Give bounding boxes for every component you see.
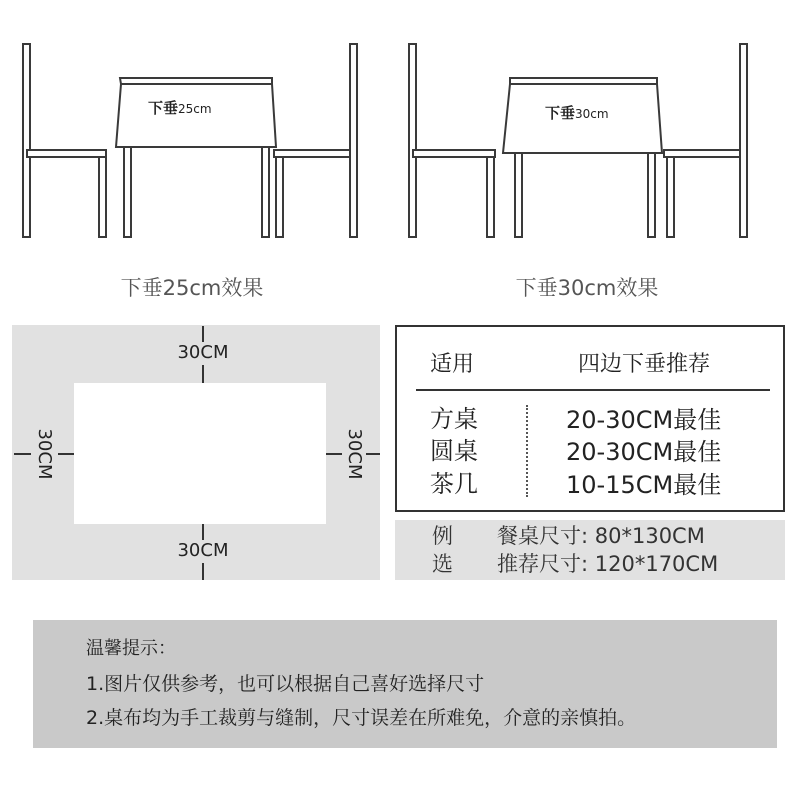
- dimension-line-right: [326, 453, 342, 455]
- dimension-line-top: [202, 365, 204, 383]
- right-chair-leg: [667, 157, 674, 237]
- left-chair-back: [23, 44, 30, 237]
- row-drop-value: 20-30CM最佳: [566, 406, 722, 434]
- dimension-line-bottom: [202, 524, 204, 540]
- row-table-type: 茶几: [430, 470, 478, 498]
- caption-25cm: 下垂25cm效果: [120, 276, 264, 300]
- table-leg-left: [124, 146, 131, 237]
- left-chair-seat: [413, 150, 495, 157]
- table-leg-right: [262, 146, 269, 237]
- dimension-label-bottom: 30CM: [177, 540, 229, 561]
- example-tag: 例: [432, 524, 453, 548]
- drop-word: 下垂: [545, 104, 576, 122]
- example-recommended-size: 推荐尺寸: 120*170CM: [497, 552, 719, 576]
- right-chair-back: [350, 44, 357, 237]
- right-chair-seat: [664, 150, 742, 157]
- left-chair-leg: [99, 157, 106, 237]
- row-table-type: 方桌: [430, 405, 478, 433]
- scene-illustrations: [0, 0, 800, 260]
- right-chair-seat: [274, 150, 353, 157]
- table-top-area: [74, 383, 326, 524]
- dimension-line-left: [14, 453, 31, 455]
- scene-25cm: [23, 44, 357, 237]
- column-divider: [526, 405, 528, 497]
- notes-title: 温馨提示：: [86, 638, 176, 659]
- header-drop-recommendation: 四边下垂推荐: [578, 352, 711, 377]
- header-applies-to: 适用: [430, 352, 475, 377]
- note-item: 2.桌布均为手工裁剪与缝制，尺寸误差在所难免，介意的亲慎拍。: [86, 707, 637, 729]
- caption-30cm: 下垂30cm效果: [515, 276, 659, 300]
- dimension-line-bottom: [202, 563, 204, 580]
- right-chair-back: [740, 44, 747, 237]
- drop-label: [148, 99, 212, 117]
- drop-value: 30cm: [575, 107, 609, 121]
- left-chair-leg: [487, 157, 494, 237]
- example-table-size: 餐桌尺寸: 80*130CM: [497, 524, 705, 548]
- drop-value: 25cm: [178, 102, 212, 116]
- row-drop-value: 20-30CM最佳: [566, 438, 722, 466]
- left-chair-back: [409, 44, 416, 237]
- dimension-line-top: [202, 326, 204, 342]
- right-chair-leg: [276, 157, 283, 237]
- dimension-line-right: [366, 453, 380, 455]
- row-drop-value: 10-15CM最佳: [566, 471, 722, 499]
- table-leg-right: [648, 152, 655, 237]
- row-table-type: 圆桌: [430, 437, 478, 465]
- drop-label: [545, 104, 609, 122]
- drop-word: 下垂: [148, 99, 179, 117]
- note-item: 1.图片仅供参考，也可以根据自己喜好选择尺寸: [86, 673, 485, 695]
- example-tag: 选: [432, 552, 453, 576]
- header-divider: [416, 389, 770, 391]
- dimension-line-left: [58, 453, 74, 455]
- left-chair-seat: [27, 150, 106, 157]
- dimension-label-left: 30CM: [34, 428, 55, 480]
- table-leg-left: [515, 152, 522, 237]
- dimension-label-right: 30CM: [344, 428, 365, 480]
- scene-30cm: [409, 44, 747, 237]
- dimension-label-top: 30CM: [177, 342, 229, 363]
